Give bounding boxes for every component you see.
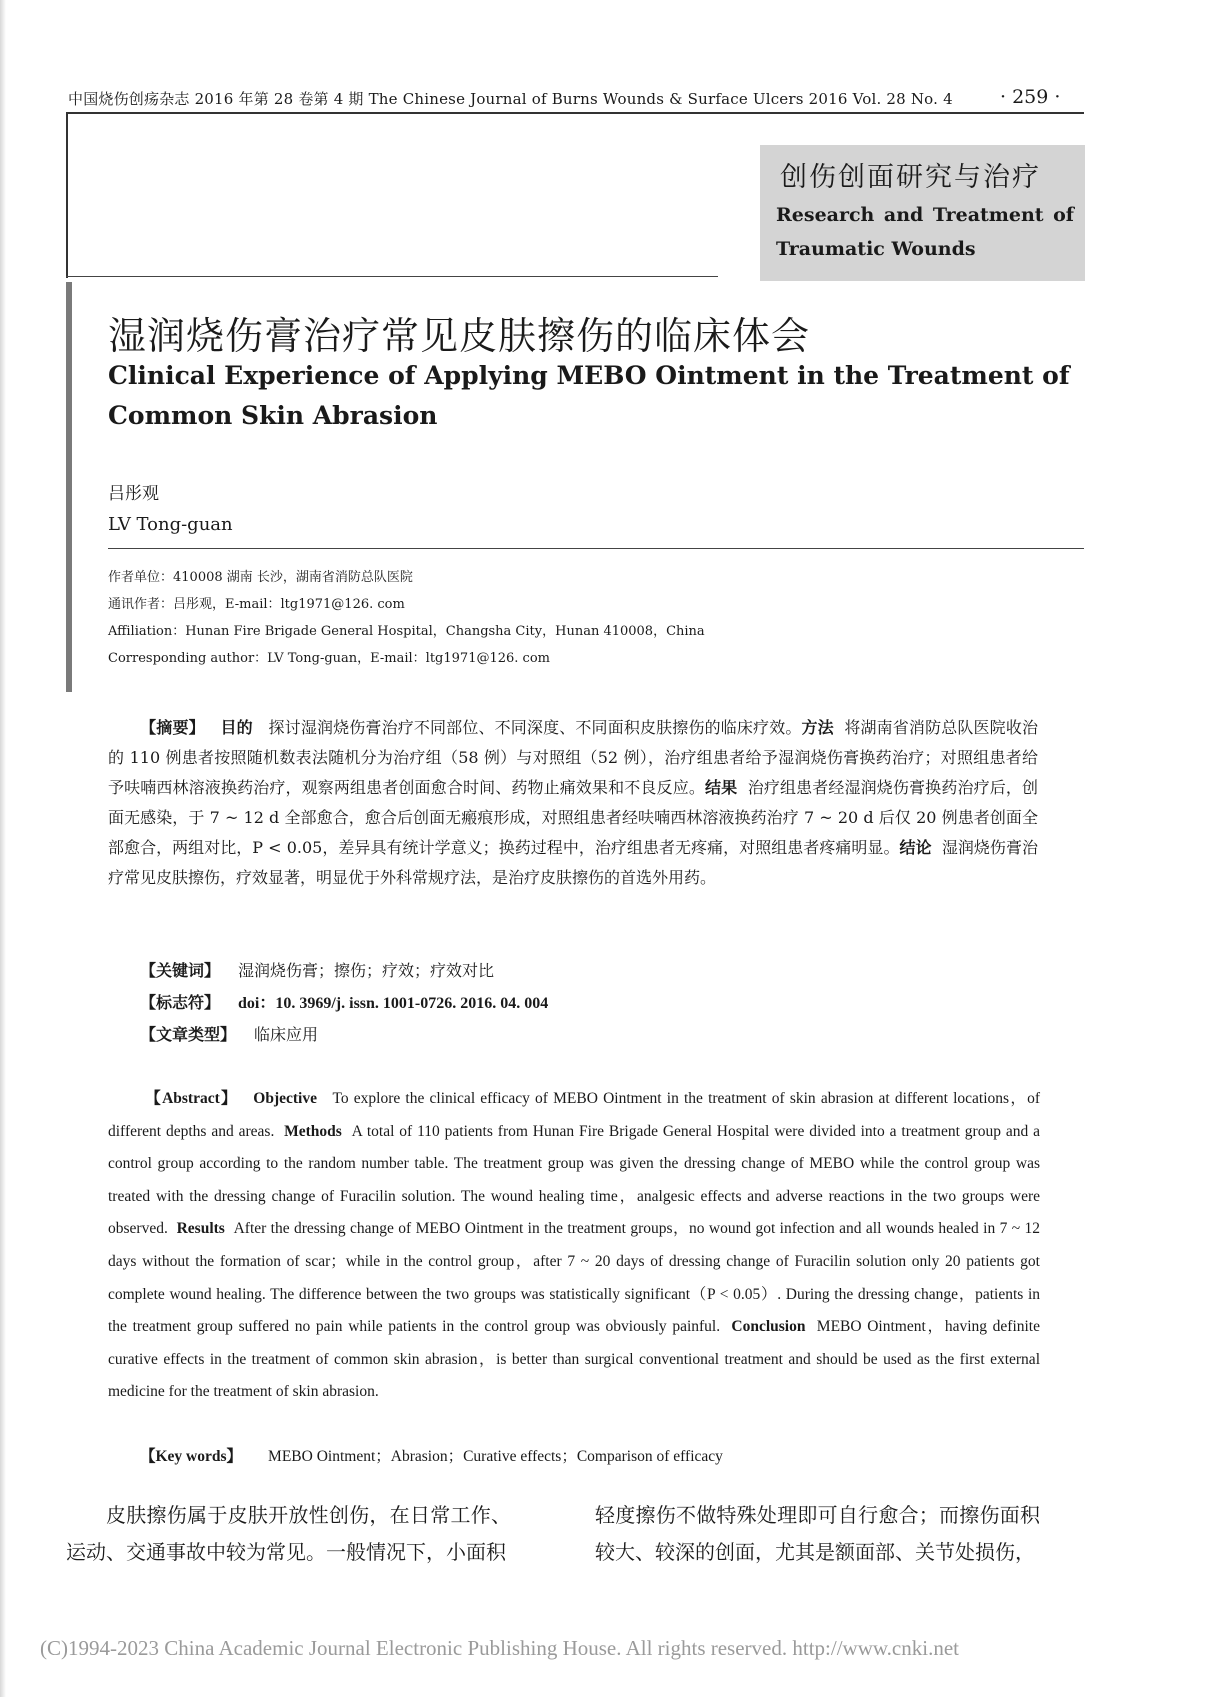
column-title-en-line2: Traumatic Wounds: [776, 238, 976, 260]
article-type-label: 【文章类型】: [140, 1025, 237, 1044]
author-zh: 吕彤观: [108, 484, 159, 504]
keywords-label-en: 【Key words】: [140, 1448, 243, 1465]
affiliation-en: Affiliation：Hunan Fire Brigade General Hospital，Changsha City，Hunan 410008，China: [108, 624, 705, 639]
conclusion-label-en: Conclusion: [731, 1318, 806, 1336]
corresponding-en: Corresponding author：LV Tong-guan，E-mail：ltg1971@126. com: [108, 651, 550, 666]
objective-text-zh: 探讨湿润烧伤膏治疗不同部位、不同深度、不同面积皮肤擦伤的临床疗效。: [268, 718, 802, 737]
methods-text-zh: 将湖南省消防总队医院收治的 110 例患者按照随机数表法随机分为治疗组（58 例）与对照组（52 例），治疗组患者给予湿润烧伤膏换药治疗；对照组患者给予呋喃西林溶液换药治疗，观察两组患者创面愈合时间、药物止痛效果和不良反应。: [108, 718, 1038, 797]
column-word: of: [1053, 204, 1074, 226]
methods-label-zh: 方法: [801, 718, 834, 737]
corresponding-zh: 通讯作者：吕彤观，E-mail：ltg1971@126. com: [108, 597, 405, 612]
objective-text-en: To explore the clinical efficacy of MEBO Ointment in the treatment of skin abrasion at different locations，of different depths and areas.: [108, 1090, 1041, 1140]
abstract-label-en: 【Abstract】: [144, 1090, 238, 1107]
methods-text-en: A total of 110 patients from Hunan Fire Brigade General Hospital were divided into a treatment group and a control group according to the random number table. The treatment group was given the dressing change of MEBO while the control group was treated with the dressing change of Furacilin solution. The wound healing time，analgesic effects and adverse reactions in the two groups were observed.: [108, 1122, 1041, 1238]
article-title-en-line1: Clinical Experience of Applying MEBO Ointment in the Treatment of: [108, 361, 1070, 390]
body-text-right-column: 轻度擦伤不做特殊处理即可自行愈合；而擦伤面积较大、较深的创面，尤其是额面部、关节处损伤，: [595, 1503, 1040, 1564]
results-text-en: After the dressing change of MEBO Ointment in the treatment groups，no wound got infection and all wounds healed in 7 ~ 12 days without the formation of scar；while in the control group，after 7 ~ 20 days of dressing change of Furacilin solution only 20 patients got complete wound healing. The difference between the two groups was statistically significant（P < 0.05）. During the dressing change，patients in the treatment group suffered no pain while patients in the control group was obviously painful.: [108, 1220, 1041, 1336]
objective-label-zh: 目的: [220, 718, 253, 737]
affiliation-zh: 作者单位：410008 湖南 长沙，湖南省消防总队医院: [108, 570, 413, 585]
column-word: Research: [776, 204, 875, 226]
header-base-rule: [66, 276, 718, 277]
article-title-en-line2: Common Skin Abrasion: [108, 401, 438, 430]
doi-value: doi：10. 3969/j. issn. 1001-0726. 2016. 04. 004: [238, 995, 549, 1012]
column-title-zh: 创伤创面研究与治疗: [780, 162, 1041, 193]
header-rule: [66, 112, 1084, 114]
column-title-en-line1: [776, 204, 1074, 226]
abstract-label-zh: 【摘要】: [140, 718, 205, 737]
abstract-en: [108, 1083, 1040, 1409]
page-edge-shadow: [0, 0, 6, 1697]
column-box: [760, 145, 1085, 281]
column-word: and: [883, 204, 924, 226]
keywords-zh-row: [140, 958, 494, 981]
doi-label: 【标志符】: [140, 993, 221, 1012]
title-side-bar: [66, 282, 72, 692]
objective-label-en: Objective: [253, 1090, 317, 1107]
conclusion-text-zh: 湿润烧伤膏治疗常见皮肤擦伤，疗效显著，明显优于外科常规疗法，是治疗皮肤擦伤的首选外用药。: [108, 838, 1038, 887]
column-word: Treatment: [932, 204, 1044, 226]
running-header: 中国烧伤创疡杂志 2016 年第 28 卷第 4 期 The Chinese Journal of Burns Wounds & Surface Ulcers 2016 Vol. 28 No. 4: [68, 90, 953, 108]
methods-label-en: Methods: [284, 1122, 342, 1140]
keywords-en: MEBO Ointment；Abrasion；Curative effects；Comparison of efficacy: [268, 1448, 723, 1465]
abstract-zh: [108, 713, 1038, 893]
affiliation-rule: [108, 548, 1084, 549]
results-text-zh: 治疗组患者经湿润烧伤膏换药治疗后，创面无感染，于 7 ~ 12 d 全部愈合，愈合后创面无瘢痕形成，对照组患者经呋喃西林溶液换药治疗 7 ~ 20 d 后仅 20 例患者创面全部愈合，两组对比，P < 0.05，差异具有统计学意义；换药过程中，治疗组患者无疼痛，对照组患者疼痛明显。: [108, 778, 1038, 857]
keywords-zh: 湿润烧伤膏；擦伤；疗效；疗效对比: [238, 961, 495, 980]
copyright-footer: (C)1994-2023 China Academic Journal Electronic Publishing House. All rights reserved. http://www.cnki.net: [40, 1636, 959, 1660]
conclusion-text-en: MEBO Ointment，having definite curative effects in the treatment of common skin abrasion，is better than surgical conventional treatment and should be used as the first external medicine for the treatment of skin abrasion.: [108, 1318, 1040, 1401]
article-title-zh: 湿润烧伤膏治疗常见皮肤擦伤的临床体会: [108, 314, 811, 358]
conclusion-label-zh: 结论: [899, 838, 932, 857]
header-side-rule: [66, 112, 68, 278]
doi-row: [140, 990, 548, 1013]
results-label-zh: 结果: [704, 778, 738, 797]
article-type-row: [140, 1022, 318, 1045]
keywords-en-row: [140, 1444, 723, 1466]
keywords-label-zh: 【关键词】: [140, 961, 221, 980]
page-number: · 259 ·: [1000, 86, 1061, 108]
body-text-left-column: 皮肤擦伤属于皮肤开放性创伤，在日常工作、运动、交通事故中较为常见。一般情况下，小面积: [66, 1503, 511, 1564]
results-label-en: Results: [176, 1220, 225, 1238]
article-type-value: 临床应用: [254, 1025, 319, 1044]
author-en: LV Tong-guan: [108, 514, 233, 535]
